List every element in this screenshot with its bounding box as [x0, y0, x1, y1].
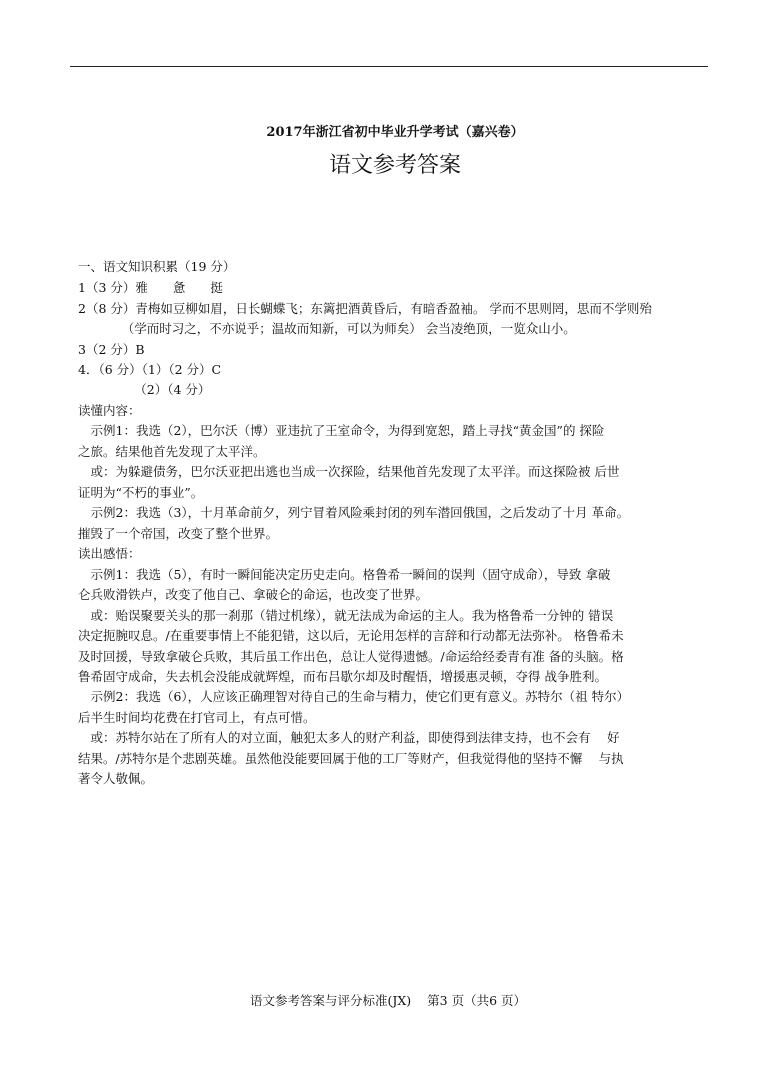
- answer-line: 或：为躲避债务，巴尔沃亚把出逃也当成一次探险，结果他首先发现了太平洋。而这探险被 后世: [78, 464, 620, 479]
- answer-line: 1（3 分）雅 惫 挺: [78, 280, 223, 295]
- answer-line: 鲁希固守成命，失去机会没能成就辉煌，而布吕歇尔却及时醒悟，增援惠灵顿，夺得 战争胜利。: [78, 669, 607, 684]
- footer-label: 语文参考答案与评分标准(JX): [249, 993, 412, 1008]
- subsection-heading: 读懂内容：: [78, 403, 141, 418]
- answer-line: （学而时习之，不亦说乎；温故而知新，可以为师矣） 会当凌绝顶，一览众山小。: [78, 321, 576, 336]
- subsection-heading: 读出感悟：: [78, 546, 141, 561]
- answer-line: 后半生时间均花费在打官司上，有点可惜。: [78, 710, 316, 725]
- answer-line: 结果。/苏特尔是个悲剧英雄。虽然他没能要回属于他的工厂等财产，但我觉得他的坚持不懈 与执: [78, 751, 624, 766]
- top-rule: [70, 66, 708, 67]
- page-title: 语文参考答案: [328, 153, 461, 178]
- answer-line: 仑兵败滑铁卢，改变了他自己、拿破仑的命运，也改变了世界。: [78, 587, 429, 602]
- answer-line: 示例2：我选（3），十月革命前夕，列宁冒着风险乘封闭的列车潜回俄国，之后发动了十月 革命。: [78, 505, 630, 520]
- page-footer: [0, 991, 776, 1009]
- answer-line: 或：贻误聚要关头的那一刹那（错过机缘），就无法成为命运的主人。我为格鲁希一分钟的 错误: [78, 608, 614, 623]
- answer-line: 著令人敬佩。: [78, 771, 154, 786]
- answer-line: 2（8 分）青梅如豆柳如眉，日长蝴蝶飞；东篱把酒黄昏后，有暗香盈袖。 学而不思则罔，思而不学则殆: [78, 301, 652, 316]
- exam-title: 2017年浙江省初中毕业升学考试（嘉兴卷）: [266, 125, 524, 140]
- answer-line: 示例1：我选（5），有时一瞬间能决定历史走向。格鲁希一瞬间的误判（固守成命），导致 拿破: [78, 567, 611, 582]
- answer-line: 示例1：我选（2），巴尔沃（博）亚违抗了王室命令，为得到宽恕，踏上寻找“黄金国”的 探险: [78, 423, 605, 438]
- answer-line: 示例2：我选（6），人应该正确理智对待自己的生命与精力，使它们更有意义。苏特尔（祖 特尔）: [78, 689, 630, 704]
- page-number: 第3 页（共6 页）: [427, 993, 526, 1008]
- answer-line: 之旅。结果他首先发现了太平洋。: [78, 444, 266, 459]
- section-heading: 一、语文知识积累（19 分）: [78, 259, 236, 274]
- answer-line: （2）（4 分）: [78, 382, 211, 397]
- answer-line: 决定扼腕叹息。/在重要事情上不能犯错，这以后，无论用怎样的言辞和行动都无法弥补。 格鲁希未: [78, 628, 624, 643]
- answer-line: 3（2 分）B: [78, 342, 145, 357]
- answer-line: 4．（6 分）（1）（2 分）C: [78, 362, 222, 377]
- answer-line: 证明为“不朽的事业”。: [78, 485, 204, 500]
- answer-line: 或：苏特尔站在了所有人的对立面，触犯太多人的财产利益，即使得到法律支持，也不会有 好: [78, 730, 620, 745]
- answer-line: 及时回援，导致拿破仑兵败，其后虽工作出色，总让人觉得遗憾。/命运给经委青有准 备的头脑。格: [78, 649, 624, 664]
- answer-line: 摧毁了一个帝国，改变了整个世界。: [78, 526, 279, 541]
